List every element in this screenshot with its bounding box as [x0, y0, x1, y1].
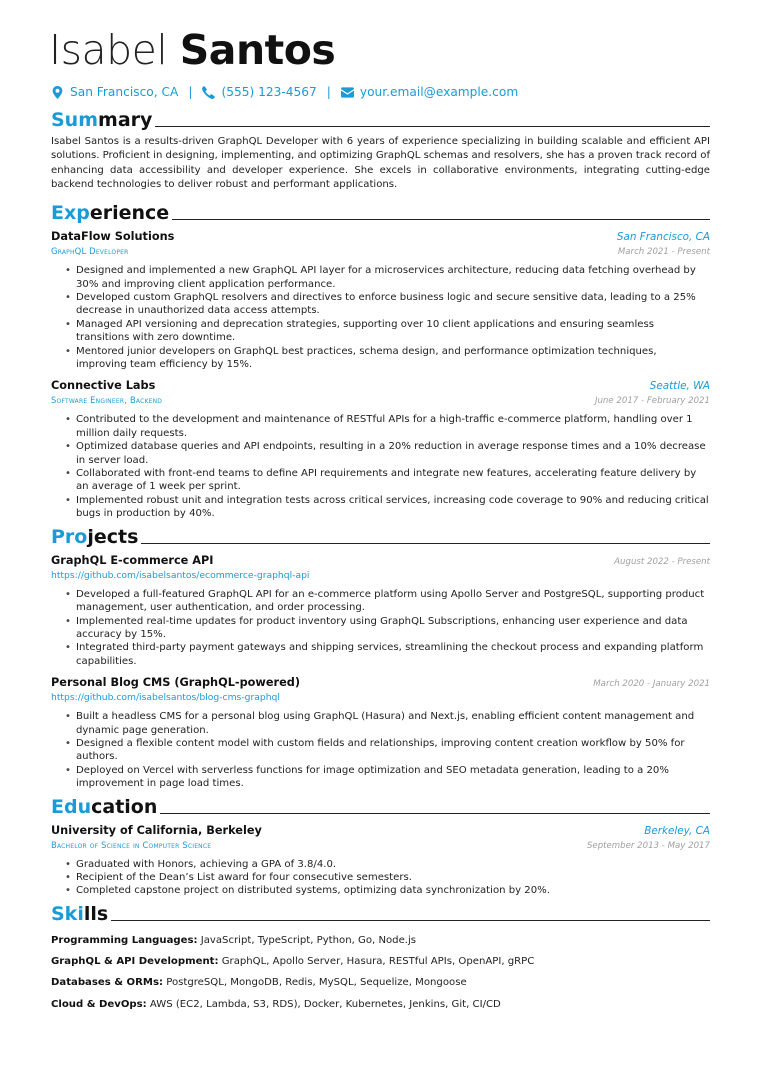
- job-location: Seattle, WA: [649, 380, 710, 393]
- skill-label: Cloud & DevOps:: [51, 998, 147, 1010]
- skill-label: Databases & ORMs:: [51, 977, 163, 989]
- section-heading-skills: [51, 901, 710, 925]
- bullet-item: • Implemented real-time updates for product inventory using GraphQL Subscriptions, enhancing user experience and data accuracy by 15%.: [76, 615, 710, 642]
- section-rule: [160, 813, 710, 814]
- bullet-item: • Recipient of the Dean’s List award for four consecutive semesters.: [76, 871, 710, 884]
- section-title-rest: cation: [91, 795, 158, 818]
- job-role: GraphQL Developer: [51, 246, 129, 257]
- bullet-list: [51, 264, 710, 371]
- bullet-item: • Built a headless CMS for a personal blog using GraphQL (Hasura) and Next.js, enabling efficient content management and dynamic page generation.: [76, 710, 710, 737]
- section-title: [51, 526, 138, 548]
- map-marker-icon: [51, 86, 64, 99]
- job-role: Software Engineer, Backend: [51, 395, 163, 406]
- section-title-accent: Sum: [51, 109, 99, 131]
- project-entry: [51, 675, 710, 790]
- project-dates: August 2022 - Present: [614, 556, 710, 567]
- job-location: San Francisco, CA: [616, 231, 710, 244]
- project-link[interactable]: https://github.com/isabelsantos/blog-cms-graphql: [51, 692, 280, 704]
- bullet-list: [51, 858, 710, 898]
- section-title-accent: Pro: [51, 525, 88, 548]
- skills-list: [51, 930, 710, 1015]
- experience-entry: [51, 229, 710, 371]
- bullet-item: • Developed custom GraphQL resolvers and directives to enforce business logic and secure sensitive data, leading to a 25% decrease in unauthorized data access attempts.: [76, 291, 710, 318]
- section-heading-summary: [51, 107, 710, 131]
- bullet-item: • Implemented robust unit and integration tests across critical services, increasing code coverage to 90% and reducing critical bugs in production by 40%.: [76, 494, 710, 521]
- section-rule: [141, 543, 710, 544]
- section-title-rest: lls: [83, 902, 109, 925]
- experience-entry: [51, 378, 710, 520]
- phone-text: (555) 123-4567: [221, 85, 317, 99]
- bullet-item: • Completed capstone project on distributed systems, optimizing data synchronization by 20%.: [76, 884, 710, 897]
- bullet-item: • Collaborated with front-end teams to define API requirements and integrate new features, accelerating feature delivery by an average of 1 week per sprint.: [76, 467, 710, 494]
- contact-bar: [51, 80, 710, 104]
- school-name: University of California, Berkeley: [51, 823, 262, 837]
- section-heading-experience: [51, 200, 710, 224]
- skill-value: AWS (EC2, Lambda, S3, RDS), Docker, Kubernetes, Jenkins, Git, CI/CD: [149, 998, 501, 1010]
- project-dates: March 2020 - January 2021: [593, 679, 710, 690]
- job-dates: March 2021 - Present: [617, 247, 710, 258]
- phone-icon: [202, 86, 215, 99]
- last-name: Santos: [179, 26, 336, 74]
- degree: Bachelor of Science in Computer Science: [51, 839, 212, 850]
- section-title-accent: Exp: [51, 202, 90, 225]
- bullet-item: • Optimized database queries and API endpoints, resulting in a 20% reduction in average response times and a 10% decrease in server load.: [76, 440, 710, 467]
- section-title-accent: Edu: [51, 795, 92, 818]
- skill-value: GraphQL, Apollo Server, Hasura, RESTful APIs, OpenAPI, gRPC: [221, 956, 535, 968]
- skill-row: [51, 994, 710, 1015]
- contact-separator: |: [188, 85, 193, 99]
- skill-value: JavaScript, TypeScript, Python, Go, Node.js: [200, 934, 417, 946]
- envelope-icon: [341, 86, 354, 99]
- company-name: DataFlow Solutions: [51, 230, 175, 244]
- company-name: Connective Labs: [51, 379, 156, 393]
- section-rule: [111, 920, 710, 921]
- email-text: your.email@example.com: [359, 85, 519, 99]
- section-title: [51, 202, 169, 224]
- bullet-list: [51, 588, 710, 668]
- section-title-rest: jects: [87, 525, 139, 548]
- bullet-item: • Deployed on Vercel with serverless functions for image optimization and SEO metadata generation, leading to a 20% improvement in page load times.: [76, 764, 710, 791]
- bullet-item: • Graduated with Honors, achieving a GPA of 3.8/4.0.: [76, 858, 710, 871]
- contact-separator: |: [326, 85, 331, 99]
- bullet-item: • Contributed to the development and maintenance of RESTful APIs for a high-traffic e-commerce platform, handling over 1 million daily requests.: [76, 413, 710, 440]
- skill-label: Programming Languages:: [51, 934, 198, 946]
- section-title-rest: erience: [89, 202, 170, 225]
- section-rule: [172, 219, 710, 220]
- bullet-list: [51, 413, 710, 520]
- bullet-item: • Designed a flexible content model with custom fields and relationships, improving content creation workflow by 50% for authors.: [76, 737, 710, 764]
- first-name: Isabel: [49, 26, 168, 74]
- bullet-item: • Managed API versioning and deprecation strategies, supporting over 10 client applications and ensuring seamless transitions with zero downtime.: [76, 318, 710, 345]
- school-location: Berkeley, CA: [644, 824, 710, 837]
- skill-value: PostgreSQL, MongoDB, Redis, MySQL, Sequelize, Mongoose: [166, 977, 467, 989]
- section-title-rest: mary: [98, 109, 153, 131]
- project-entry: [51, 553, 710, 668]
- skill-row: [51, 930, 710, 951]
- section-heading-education: [51, 794, 710, 818]
- bullet-item: • Integrated third-party payment gateways and shipping services, streamlining the checkout process and expanding platform capabilities.: [76, 641, 710, 668]
- skill-row: [51, 951, 710, 972]
- section-heading-projects: [51, 524, 710, 548]
- skill-label: GraphQL & API Development:: [51, 956, 219, 968]
- bullet-item: • Mentored junior developers on GraphQL best practices, schema design, and performance optimization techniques, improving team efficiency by 15%.: [76, 345, 710, 372]
- bullet-item: • Designed and implemented a new GraphQL API layer for a microservices architecture, reducing data fetching overhead by 30% and improving client application performance.: [76, 264, 710, 291]
- education-entry: [51, 823, 710, 898]
- skill-row: [51, 972, 710, 993]
- resume-page: [51, 24, 710, 1015]
- bullet-item: • Developed a full-featured GraphQL API for an e-commerce platform using Apollo Server and PostgreSQL, supporting product management, user authentication, and order processing.: [76, 588, 710, 615]
- project-name: GraphQL E-commerce API: [51, 553, 214, 567]
- section-title-accent: Ski: [51, 902, 84, 925]
- contact-phone[interactable]: [202, 85, 316, 99]
- bullet-list: [51, 710, 710, 790]
- candidate-name: [49, 24, 710, 76]
- job-dates: June 2017 - February 2021: [594, 396, 710, 407]
- contact-email[interactable]: [341, 85, 518, 99]
- education-dates: September 2013 - May 2017: [586, 840, 710, 851]
- contact-location: [51, 85, 178, 99]
- project-link[interactable]: https://github.com/isabelsantos/ecommerce-graphql-api: [51, 569, 310, 581]
- location-text: San Francisco, CA: [70, 85, 179, 99]
- summary-text: Isabel Santos is a results-driven GraphQL Developer with 6 years of experience specializing in building scalable and efficient API solutions. Proficient in designing, implementing, and optimizing GraphQL schemas and resolvers, she has a proven track record of enhancing data accessibility and developer experience. She excels in collaborative environments, integrating cutting-edge backend technologies to deliver robust and performant applications.: [51, 136, 710, 190]
- project-name: Personal Blog CMS (GraphQL-powered): [51, 676, 301, 690]
- section-title: [51, 903, 108, 925]
- section-rule: [155, 126, 710, 127]
- section-title: [51, 796, 157, 818]
- section-title: [51, 109, 152, 131]
